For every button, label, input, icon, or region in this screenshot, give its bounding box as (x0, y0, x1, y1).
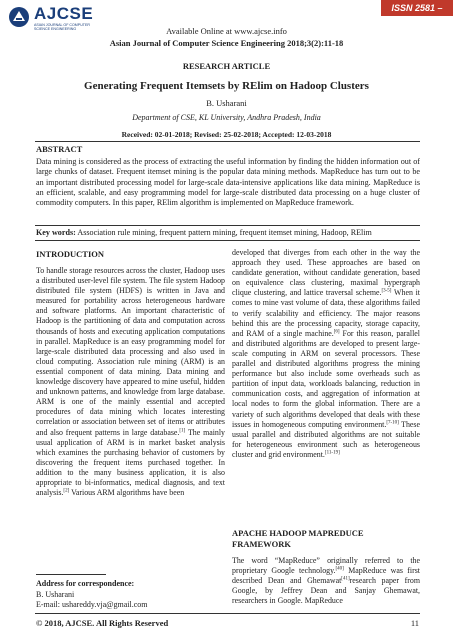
intro-text: To handle storage resources across the cluster, Hadoop uses a distributed user-level file system. The file system Hadoop distributed file system (HDFS) is written in Java and measured for portability across heterogeneous hardware and software platforms. An important characteristic of Hadoop is the partitioning of data and computation across thousands of hosts and executing application computations in parallel. MapReduce is an easy programming model for large-scale distributed data processing and also used in cloud computing. Association rule mining (ARM) is an essential component of data mining. Data mining and knowledge discovery have appeared to mine useful, hidden and unknown patterns, and knowledge from large database. ARM is one of the mainly essential and accepted procedures of data mining which locates interesting correlation or association between set of items or attributes and also frequent patterns in large database. (36, 266, 225, 437)
divider (35, 240, 420, 241)
available-online: Available Online at www.ajcse.info (166, 26, 287, 36)
citation-ref: [11-19] (324, 450, 340, 456)
body-text: These usual parallel and distributed algorithms are not suitable for heterogeneous environment such as heterogeneous cluster and grid environment. (232, 419, 420, 459)
keywords (36, 228, 420, 237)
paper-title: Generating Frequent Itemsets by RElim on Hadoop Clusters (84, 80, 369, 92)
intro-body (36, 266, 225, 498)
body-text: When it comes to mine vast volume of data, these algorithms failed to verify scalability and efficiency. The major reasons behind this are the processing capacity, storage capacity, and RAM of a single machine. (232, 288, 421, 338)
author-name: B. Usharani (206, 98, 247, 108)
divider (35, 613, 420, 614)
body-text: MapReduce was first described Dean and Ghemawat (232, 566, 420, 586)
citation-ref: [7-10] (386, 419, 399, 425)
logo-mark-icon (8, 6, 30, 28)
hadoop-heading: APACHE HADOOP MAPREDUCE FRAMEWORK (232, 528, 364, 549)
intro-text: Various ARM algorithms have been (69, 488, 185, 498)
body-text: developed that diverges from each other in the way the approach they used. These approaches are based on candidate generation, without candidate generation, based on equivalence class clustering, maximal hypergraph clique clustering, and lattice traversal scheme. (232, 248, 420, 298)
citation-ref: [1] (179, 427, 186, 433)
correspondence (36, 579, 147, 611)
abstract-heading: ABSTRACT (36, 144, 83, 154)
body-text: For this reason, parallel and distributed algorithms are developed to present large-scale computing in ARM on several processors. These parallel and distributed algorithms progress the mining performance but also include some overheads such as partition of input data, workloads balancing, reduction in communication costs, and aggregation of information at local nodes to form the global information. There are a variety of such algorithms developed that deals with these issues in homogeneous computing environment. (232, 328, 421, 429)
correspondence-email: E-mail: ushareddy.vja@gmail.com (36, 600, 148, 609)
divider (35, 225, 420, 226)
copyright: © 2018, AJCSE. All Rights Reserved (36, 618, 169, 628)
keywords-text: Association rule mining, frequent pattern mining, frequent itemset mining, Hadoop, RElim (75, 228, 372, 237)
logo-subtext: ASIAN JOURNAL OF COMPUTER SCIENCE ENGINEERING (34, 23, 90, 31)
right-column-body (232, 248, 420, 460)
abstract-text: Data mining is considered as the process of extracting the useful information by finding the hidden information out of large chunks of dataset. Frequent itemset mining is the popular data mining methods. MapReduce has turn out to be an important distributed processing model for large-scale data-intensive applications like data mining. MapReduce is an efficient, scalable, and easy programming model for large-scale distributed data processing on a huge cluster of commodity computers. In this paper, RElim algorithm is implemented on MapReduce framework. (36, 157, 420, 208)
correspondence-name: B. Usharani (36, 589, 75, 599)
logo-text: AJCSE (34, 4, 94, 23)
intro-heading: INTRODUCTION (36, 249, 105, 259)
keywords-label: Key words: (36, 228, 76, 237)
issn-badge: ISSN 2581 – 3781 (381, 0, 453, 16)
intro-text: The mainly usual application of ARM is in market basket analysis which examines the purchasing behavior of customers by discovering the frequent items purchased together. In addition to the many business application, it is also appropriate to bi-informatics, medical diagnosis, and text analysis. (36, 427, 225, 498)
body-text: The word “MapReduce” originally referred to the proprietary Google technology. (232, 556, 420, 576)
correspondence-label: Address for correspondence: (36, 579, 135, 588)
page-number: 11 (410, 618, 419, 628)
hadoop-body (232, 556, 420, 606)
citation-ref: [6] (333, 329, 340, 335)
citation-ref: [3-5] (381, 288, 392, 294)
divider (36, 574, 106, 575)
body-text: research paper from Google, by Jeffrey Dean and Sanjay Ghemawat, researchers in Google. MapReduce (232, 576, 421, 606)
author-affiliation: Department of CSE, KL University, Andhra Pradesh, India (132, 113, 321, 122)
citation-ref: [2] (63, 488, 70, 494)
journal-citation: Asian Journal of Computer Science Engineering 2018;3(2):11-18 (109, 38, 344, 48)
citation-ref: [41] (341, 576, 350, 582)
citation-ref: [40] (335, 566, 344, 572)
article-dates: Received: 02-01-2018; Revised: 25-02-2018; Accepted: 12-03-2018 (121, 130, 332, 139)
article-type: RESEARCH ARTICLE (182, 61, 271, 71)
divider (35, 141, 420, 142)
